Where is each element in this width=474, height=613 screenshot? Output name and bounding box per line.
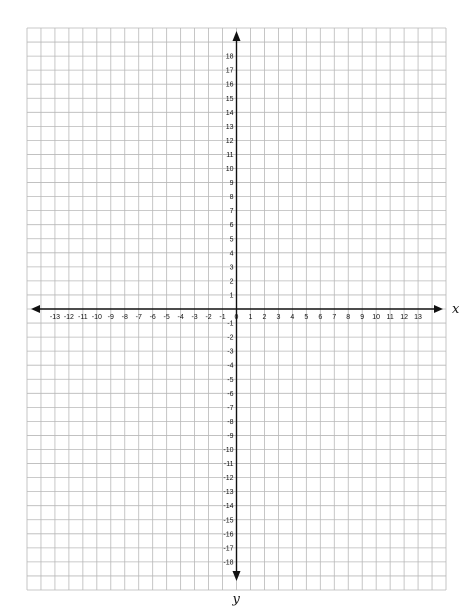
x-axis-arrow-left-icon <box>31 305 40 313</box>
x-tick-label: -12 <box>63 314 74 321</box>
x-tick-label: -9 <box>107 314 114 321</box>
x-axis-label: x <box>452 302 460 317</box>
y-tick-label: -14 <box>223 503 234 511</box>
x-tick-label: 2 <box>262 314 267 321</box>
y-tick-label: -4 <box>227 362 234 370</box>
y-tick-label: 4 <box>229 250 234 258</box>
x-tick-label: -11 <box>78 314 88 321</box>
x-tick-label: 3 <box>276 314 281 321</box>
x-tick-label: 10 <box>372 314 381 321</box>
y-tick-label: -15 <box>223 517 234 525</box>
x-tick-label: -10 <box>91 314 102 321</box>
x-tick-label: -1 <box>219 314 226 321</box>
x-tick-label: -3 <box>191 314 198 321</box>
x-tick-label: 1 <box>248 314 253 321</box>
x-tick-label: 11 <box>386 314 394 321</box>
y-tick-label: -9 <box>227 432 234 440</box>
y-axis-label: y <box>232 592 240 607</box>
x-tick-label: 0 <box>234 314 239 321</box>
y-tick-label: -2 <box>227 334 234 342</box>
x-tick-label: 7 <box>332 314 337 321</box>
x-tick-label: -5 <box>163 314 170 321</box>
y-tick-label: -6 <box>227 390 234 398</box>
y-tick-label: 5 <box>229 236 234 244</box>
x-tick-label: -6 <box>149 314 156 321</box>
y-tick-label: -3 <box>227 348 234 356</box>
x-tick-label: 13 <box>414 314 422 321</box>
x-tick-label: -2 <box>205 314 212 321</box>
y-tick-label: 2 <box>229 278 234 286</box>
x-tick-label: 4 <box>290 314 295 321</box>
y-axis-arrow-up-icon <box>233 31 241 41</box>
y-tick-label: 12 <box>225 137 234 145</box>
y-tick-label: 6 <box>229 222 234 230</box>
y-tick-label: 10 <box>225 166 234 173</box>
x-tick-label: 8 <box>346 314 351 321</box>
y-tick-label: 16 <box>225 81 234 89</box>
x-tick-label: 9 <box>360 314 365 321</box>
y-tick-label: 11 <box>226 151 234 159</box>
y-tick-label: 3 <box>229 264 234 272</box>
y-tick-label: -18 <box>223 559 234 567</box>
x-tick-label: -4 <box>177 314 184 321</box>
x-tick-label: -13 <box>49 314 60 321</box>
y-tick-label: -5 <box>227 376 234 384</box>
y-tick-label: -8 <box>227 418 234 426</box>
x-tick-label: 6 <box>318 314 323 321</box>
y-tick-label: 7 <box>229 208 234 216</box>
y-tick-label: -10 <box>223 447 234 454</box>
x-axis-arrow-right-icon <box>434 305 443 313</box>
y-tick-label: 15 <box>225 95 234 103</box>
y-tick-label: -1 <box>227 320 234 328</box>
axes <box>31 31 443 581</box>
y-tick-label: -17 <box>223 545 234 553</box>
y-tick-label: -11 <box>223 461 234 469</box>
y-tick-label: -13 <box>223 489 234 497</box>
y-tick-label: 18 <box>225 53 234 61</box>
y-tick-label: 9 <box>229 180 234 188</box>
y-tick-label: 17 <box>225 67 234 75</box>
x-tick-label: 12 <box>400 314 408 321</box>
x-tick-label: -8 <box>121 314 128 321</box>
y-tick-label: -12 <box>223 475 234 483</box>
y-tick-label: 8 <box>229 194 234 202</box>
y-tick-label: -16 <box>223 531 234 539</box>
y-tick-label: 1 <box>229 292 234 300</box>
x-tick-label: 5 <box>304 314 309 321</box>
x-tick-label: -7 <box>135 314 142 321</box>
y-tick-label: 13 <box>225 123 234 131</box>
y-tick-label: 14 <box>225 109 234 117</box>
y-tick-label: -7 <box>227 404 234 412</box>
